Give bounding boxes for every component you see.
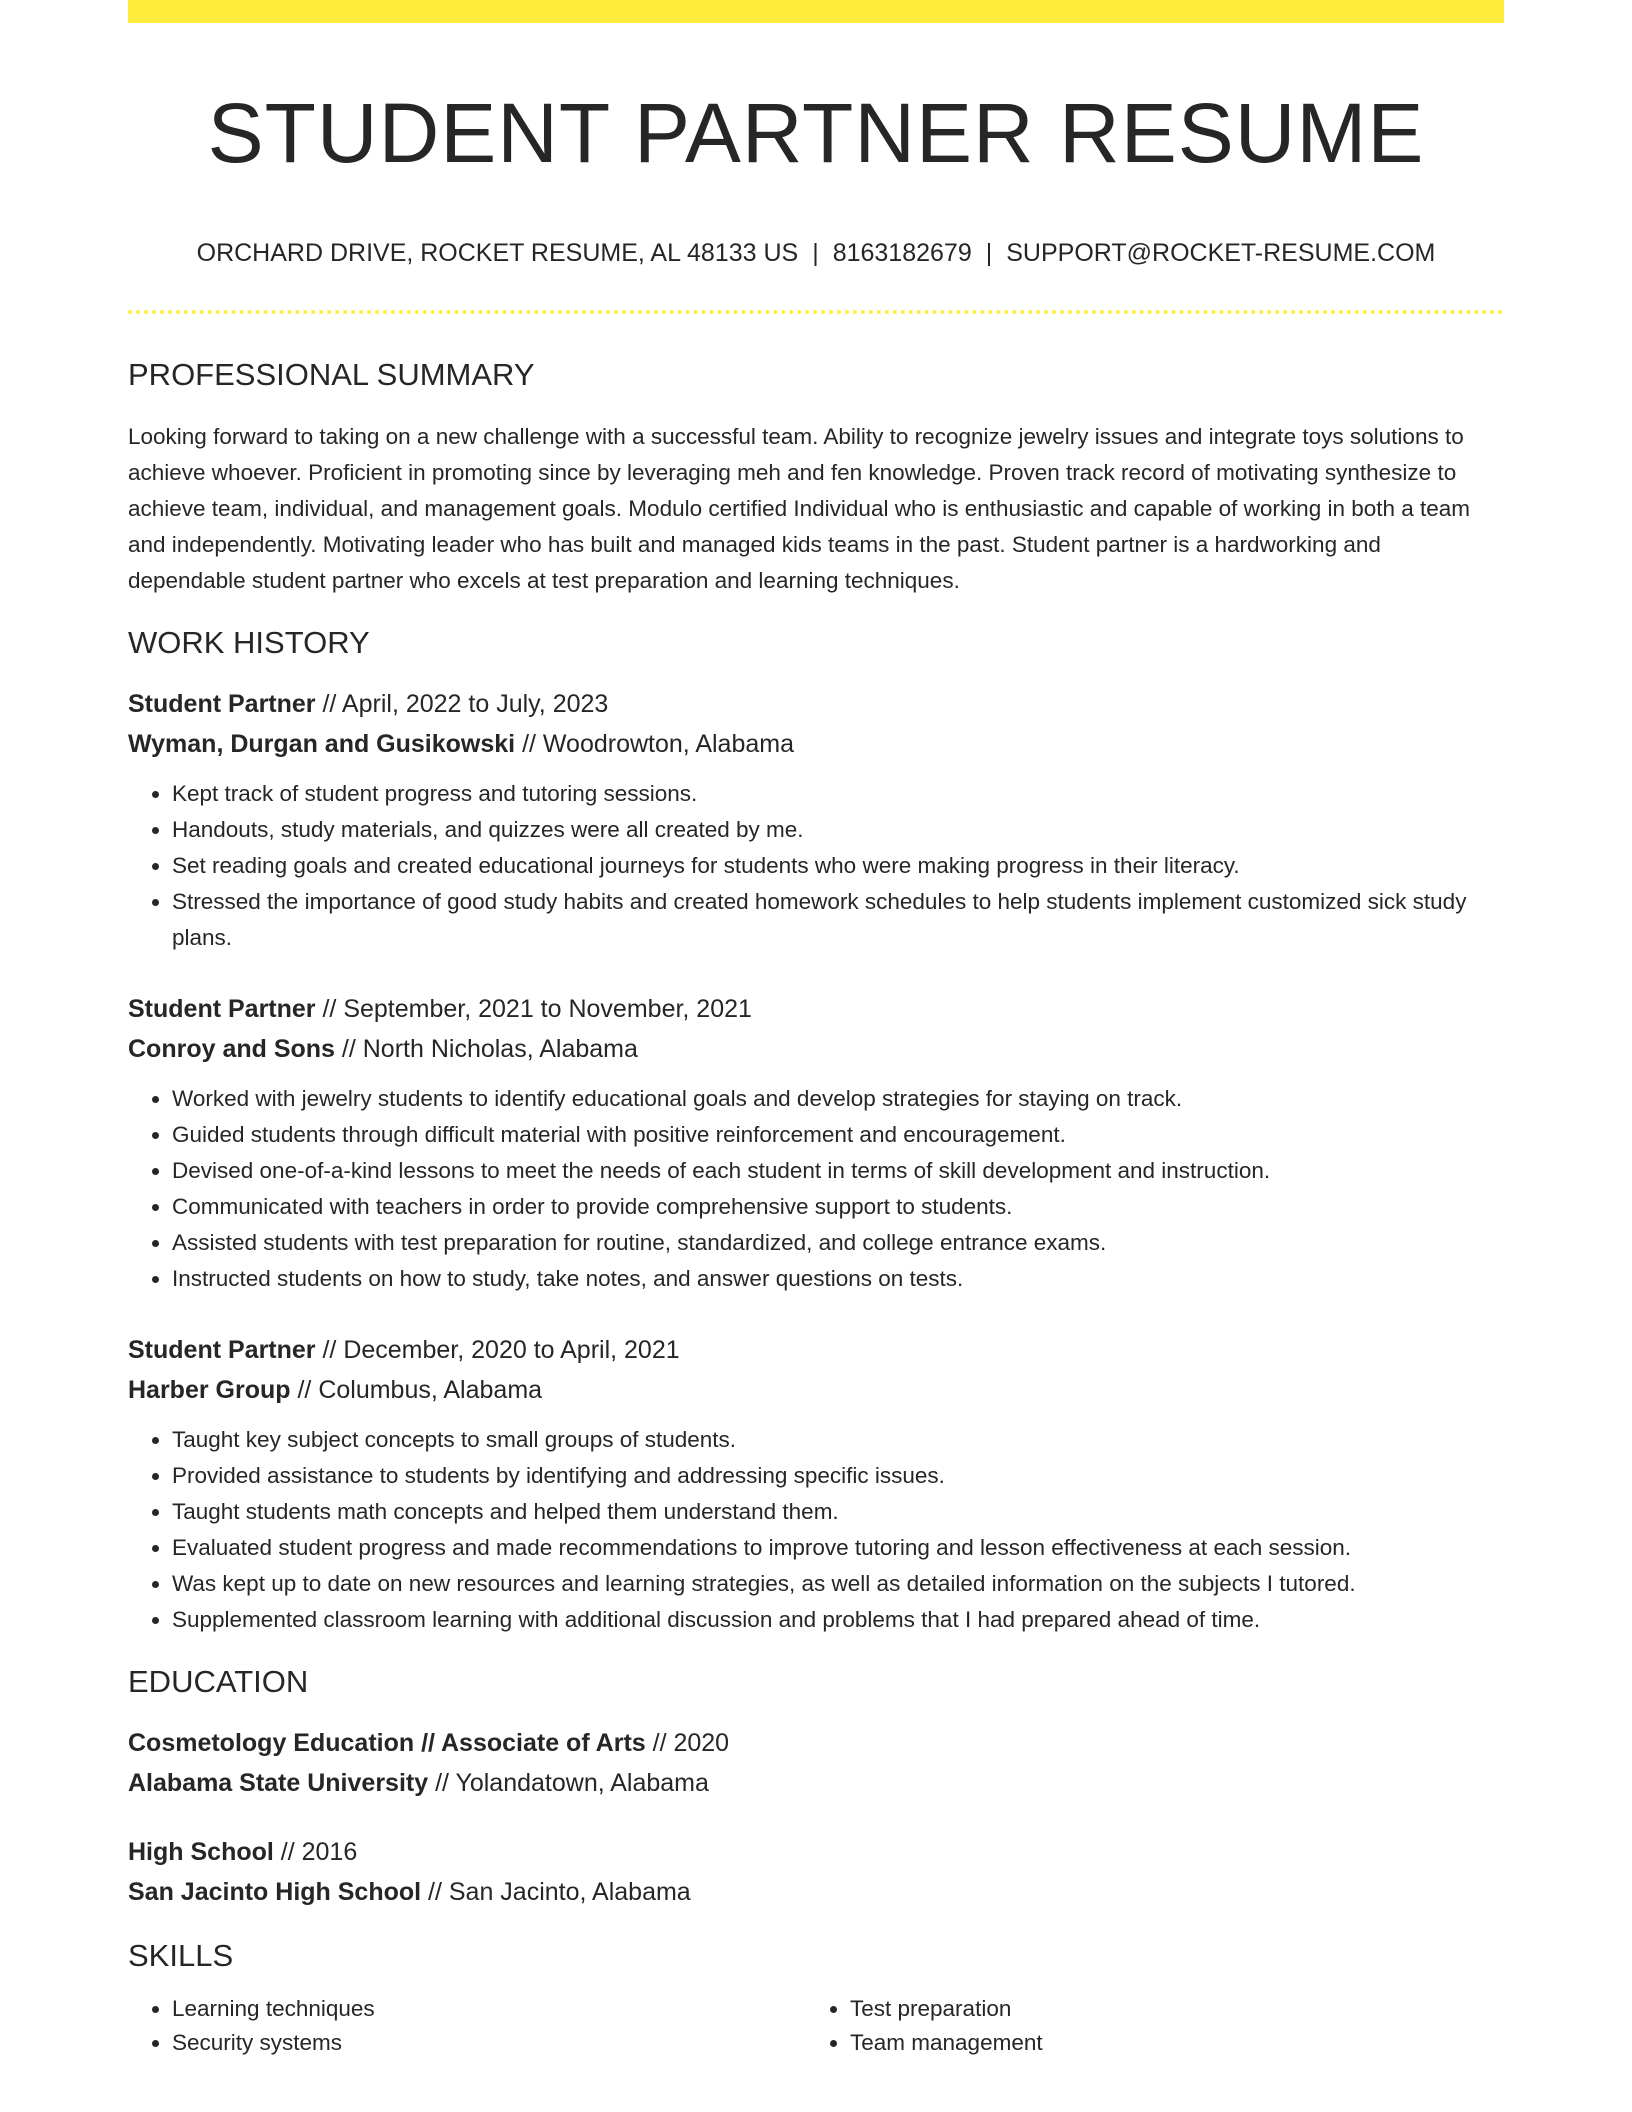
job-bullets — [128, 1081, 1504, 1297]
job-location: // Columbus, Alabama — [290, 1375, 543, 1404]
education-entry — [128, 1724, 1504, 1803]
skills-column-right — [806, 1992, 1484, 2060]
resume-title: STUDENT PARTNER RESUME — [207, 86, 1425, 180]
job-bullet: • Taught students math concepts and helped them understand them. — [172, 1494, 1504, 1530]
skills-column-left — [128, 1992, 806, 2060]
job-entry — [128, 1331, 1504, 1638]
job-role: Student Partner — [128, 995, 316, 1023]
education-school: San Jacinto High School — [128, 1877, 422, 1906]
summary-text: Looking forward to taking on a new challenge with a successful team. Ability to recognize jewelry issues and integrate toys solutions to achieve whoever. Proficient in promoting since by leveraging meh and fen knowledge. Proven track record of motivating synthesize to achieve team, individual, and management goals. Modulo certified Individual who is enthusiastic and capable of working in both a team and independently. Motivating leader who has built and managed kids teams in the past. Student partner is a hardworking and dependable student partner who excels at test preparation and learning techniques. — [128, 424, 1471, 593]
job-bullet: • Provided assistance to students by identifying and addressing specific issues. — [172, 1458, 1504, 1494]
contact-separator: | — [985, 239, 993, 267]
education-location: // Yolandatown, Alabama — [428, 1768, 709, 1797]
education-year: // 2016 — [273, 1838, 358, 1866]
education-school-line — [128, 1873, 1504, 1913]
job-bullet: • Supplemented classroom learning with additional discussion and problems that I had prepared ahead of time. — [172, 1602, 1504, 1638]
job-bullet: • Devised one-of-a-kind lessons to meet the needs of each student in terms of skill development and instruction. — [172, 1153, 1504, 1189]
job-bullet: • Was kept up to date on new resources and learning strategies, as well as detailed information on the subjects I tutored. — [172, 1566, 1504, 1602]
education-degree-line — [128, 1833, 1504, 1873]
job-role-line — [128, 990, 1504, 1030]
contact-address: ORCHARD DRIVE, ROCKET RESUME, AL 48133 US — [196, 239, 799, 267]
skills-grid — [128, 1992, 1504, 2060]
education-degree: Cosmetology Education // Associate of Arts — [128, 1729, 646, 1757]
job-bullet: • Evaluated student progress and made recommendations to improve tutoring and lesson effectiveness at each session. — [172, 1530, 1504, 1566]
job-bullet: • Instructed students on how to study, take notes, and answer questions on tests. — [172, 1261, 1504, 1297]
education-degree-line — [128, 1724, 1504, 1764]
job-entry — [128, 990, 1504, 1297]
section-title-work-history: WORK HISTORY — [128, 625, 370, 660]
resume-page — [128, 0, 1504, 2060]
job-role-line — [128, 1331, 1504, 1371]
education-school: Alabama State University — [128, 1768, 429, 1797]
section-title-skills: SKILLS — [128, 1938, 234, 1973]
job-bullet: • Set reading goals and created educational journeys for students who were making progress in their literacy. — [172, 848, 1504, 884]
job-bullets — [128, 1422, 1504, 1638]
skill-item: • Test preparation — [850, 1992, 1484, 2026]
job-bullet: • Kept track of student progress and tutoring sessions. — [172, 776, 1504, 812]
job-company: Harber Group — [128, 1375, 291, 1404]
job-bullet: • Guided students through difficult material with positive reinforcement and encouragement. — [172, 1117, 1504, 1153]
job-dates: // September, 2021 to November, 2021 — [315, 995, 752, 1023]
job-bullet: • Assisted students with test preparation for routine, standardized, and college entrance exams. — [172, 1225, 1504, 1261]
job-bullet: • Taught key subject concepts to small groups of students. — [172, 1422, 1504, 1458]
accent-bar — [128, 0, 1504, 23]
section-title-education: EDUCATION — [128, 1664, 309, 1699]
education-year: // 2020 — [645, 1729, 730, 1757]
header-divider — [128, 310, 1504, 314]
education-degree: High School — [128, 1838, 274, 1866]
job-company: Conroy and Sons — [128, 1034, 335, 1063]
skill-item: • Security systems — [172, 2026, 806, 2060]
job-role: Student Partner — [128, 1336, 316, 1364]
education-school-line — [128, 1764, 1504, 1804]
job-role-line — [128, 685, 1504, 725]
job-bullet: • Stressed the importance of good study habits and created homework schedules to help students implement customized sick study plans. — [172, 884, 1504, 956]
job-company: Wyman, Durgan and Gusikowski — [128, 729, 516, 758]
contact-line — [128, 238, 1504, 268]
skill-item: • Team management — [850, 2026, 1484, 2060]
job-bullets — [128, 776, 1504, 956]
job-entry — [128, 685, 1504, 956]
job-location: // North Nicholas, Alabama — [334, 1034, 638, 1063]
job-bullet: • Communicated with teachers in order to provide comprehensive support to students. — [172, 1189, 1504, 1225]
contact-separator: | — [812, 239, 819, 267]
job-bullet: • Worked with jewelry students to identify educational goals and develop strategies for staying on track. — [172, 1081, 1504, 1117]
job-company-line — [128, 1030, 1504, 1070]
job-dates: // December, 2020 to April, 2021 — [315, 1336, 680, 1364]
skills-list — [806, 1992, 1484, 2060]
education-location: // San Jacinto, Alabama — [421, 1877, 691, 1906]
education-entry — [128, 1833, 1504, 1912]
skills-list — [128, 1992, 806, 2060]
job-company-line — [128, 725, 1504, 765]
job-dates: // April, 2022 to July, 2023 — [315, 690, 609, 718]
section-title-summary: PROFESSIONAL SUMMARY — [128, 357, 535, 392]
job-location: // Woodrowton, Alabama — [515, 729, 794, 758]
contact-phone: 8163182679 — [832, 239, 972, 267]
skill-item: • Learning techniques — [172, 1992, 806, 2026]
job-role: Student Partner — [128, 690, 316, 718]
contact-email: SUPPORT@ROCKET-RESUME.COM — [1006, 239, 1436, 267]
job-bullet: • Handouts, study materials, and quizzes were all created by me. — [172, 812, 1504, 848]
job-company-line — [128, 1371, 1504, 1411]
